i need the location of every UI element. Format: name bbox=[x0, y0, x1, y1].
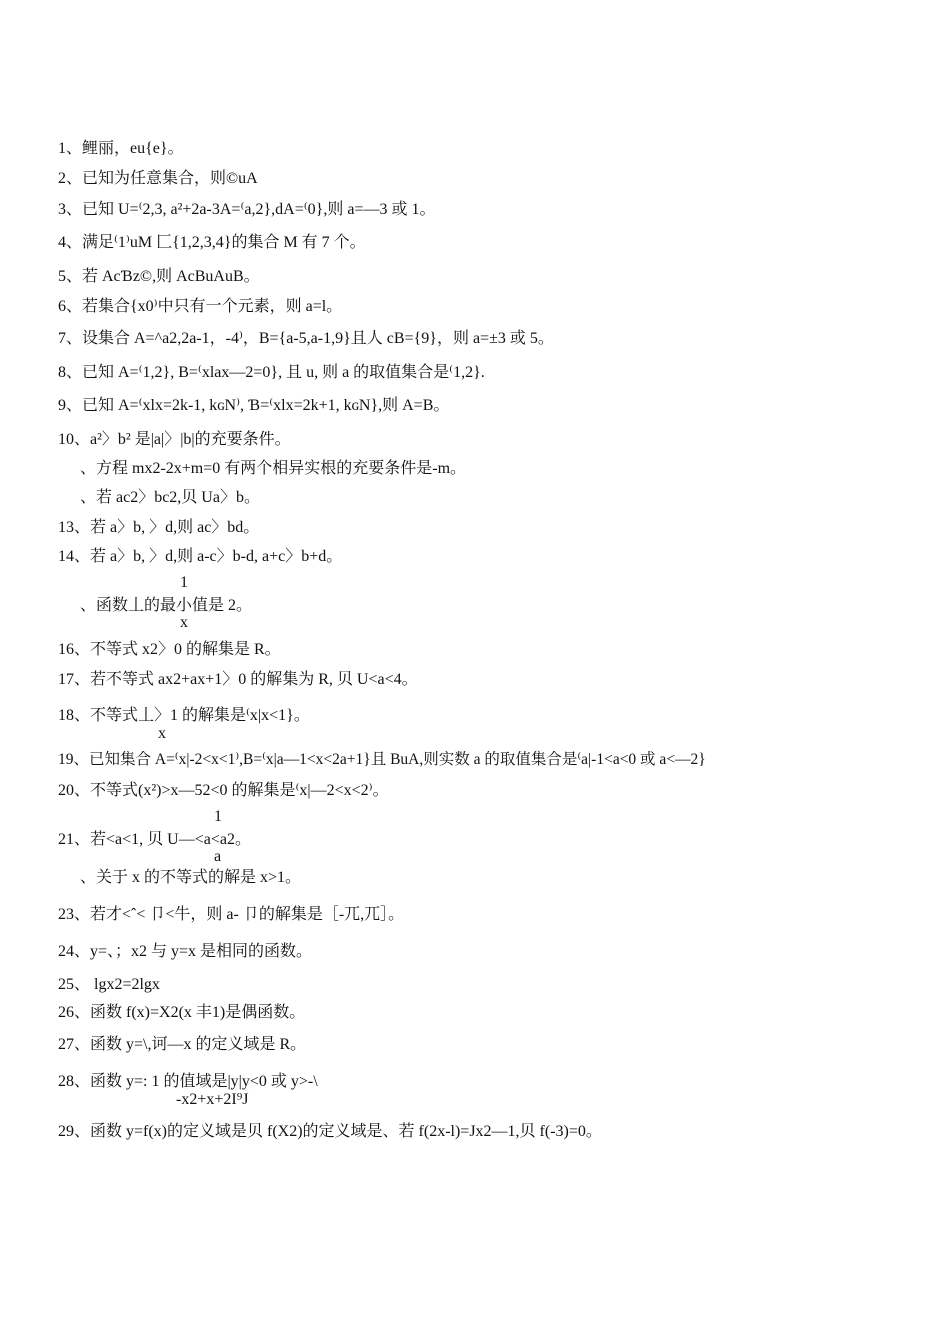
item-28-fraction-denominator: -x2+x+2I⁹J bbox=[176, 1091, 249, 1108]
item-21: 21、若<a<1, 贝 U—<a<a2。 bbox=[58, 831, 251, 848]
item-25: 25、 lgx2=2lgx bbox=[58, 976, 160, 993]
item-2: 2、已知为任意集合，则©uA bbox=[58, 170, 258, 187]
item-7: 7、设集合 A=^a2,2a-1，-4⁾，B={a-5,a-1,9}且人 cB={9}，则 a=±3 或 5。 bbox=[58, 330, 554, 347]
item-10: 10、a²〉b² 是|a|〉|b|的充要条件。 bbox=[58, 431, 291, 448]
item-15: 、函数丄的最小值是 2。 bbox=[80, 597, 253, 614]
item-22: 、关于 x 的不等式的解是 x>1。 bbox=[80, 869, 302, 886]
item-4: 4、满足⁽1⁾uM 匚{1,2,3,4}的集合 M 有 7 个。 bbox=[58, 234, 366, 251]
item-28: 28、函数 y=: 1 的值域是|y|y<0 或 y>-\ bbox=[58, 1073, 318, 1090]
item-13: 13、若 a〉b, 〉d,则 ac〉bd。 bbox=[58, 519, 260, 536]
item-26: 26、函数 f(x)=X2(x 丰1)是偶函数。 bbox=[58, 1004, 306, 1021]
item-29: 29、函数 y=f(x)的定义域是贝 f(X2)的定义域是、若 f(2x-l)=Jx2—1,贝 f(-3)=0。 bbox=[58, 1123, 602, 1140]
item-16: 16、不等式 x2〉0 的解集是 R。 bbox=[58, 641, 281, 658]
item-27: 27、函数 y=\,诃—x 的定义域是 R。 bbox=[58, 1036, 307, 1053]
item-5: 5、若 AcƁz©,则 AcBuAuB。 bbox=[58, 268, 260, 285]
item-23: 23、若才<ˆ< 卩<牛，则 a- 卩的解集是［-兀,兀］。 bbox=[58, 906, 405, 923]
item-15-fraction-numerator: 1 bbox=[180, 574, 188, 591]
item-8: 8、已知 A=⁽1,2}, B=⁽xlax—2=0}, 且 u, 则 a 的取值集合是⁽1,2}. bbox=[58, 364, 485, 381]
item-3: 3、已知 U=⁽2,3, a²+2a-3A=⁽a,2},dA=⁽0},则 a=—3 或 1。 bbox=[58, 201, 436, 218]
item-9: 9、已知 A=⁽xlx=2k-1, kɢN⁾, Ɓ=⁽xlx=2k+1, kɢN},则 A=B。 bbox=[58, 397, 450, 414]
item-14: 14、若 a〉b, 〉d,则 a-c〉b-d, a+c〉b+d。 bbox=[58, 548, 343, 565]
item-6: 6、若集合{x0⁾中只有一个元素，则 a=l。 bbox=[58, 298, 343, 315]
item-21-fraction-denominator: a bbox=[214, 848, 222, 865]
item-18: 18、不等式丄〉1 的解集是⁽x|x<1}。 bbox=[58, 707, 310, 724]
item-21-fraction-numerator: 1 bbox=[214, 808, 222, 825]
item-12: 、若 ac2〉bc2,贝 Ua〉b。 bbox=[80, 489, 260, 506]
item-18-fraction-denominator: x bbox=[158, 725, 166, 742]
item-1: 1、鲤丽，eu{e}。 bbox=[58, 140, 184, 157]
item-15-fraction-denominator: x bbox=[180, 614, 188, 631]
item-19: 19、已知集合 A=⁽x|-2<x<1⁾,B=⁽x|a—1<x<2a+1}且 BuA,则实数 a 的取值集合是⁽a|-1<a<0 或 a<—2} bbox=[58, 751, 706, 768]
item-17: 17、若不等式 ax2+ax+1〉0 的解集为 R, 贝 U<a<4。 bbox=[58, 671, 418, 688]
item-11: 、方程 mx2-2x+m=0 有两个相异实根的充要条件是-m。 bbox=[80, 460, 467, 477]
item-24: 24、y=、；x2 与 y=x 是相同的函数。 bbox=[58, 943, 313, 960]
item-20: 20、不等式(x²)>x—52<0 的解集是⁽x|—2<x<2⁾。 bbox=[58, 782, 389, 799]
